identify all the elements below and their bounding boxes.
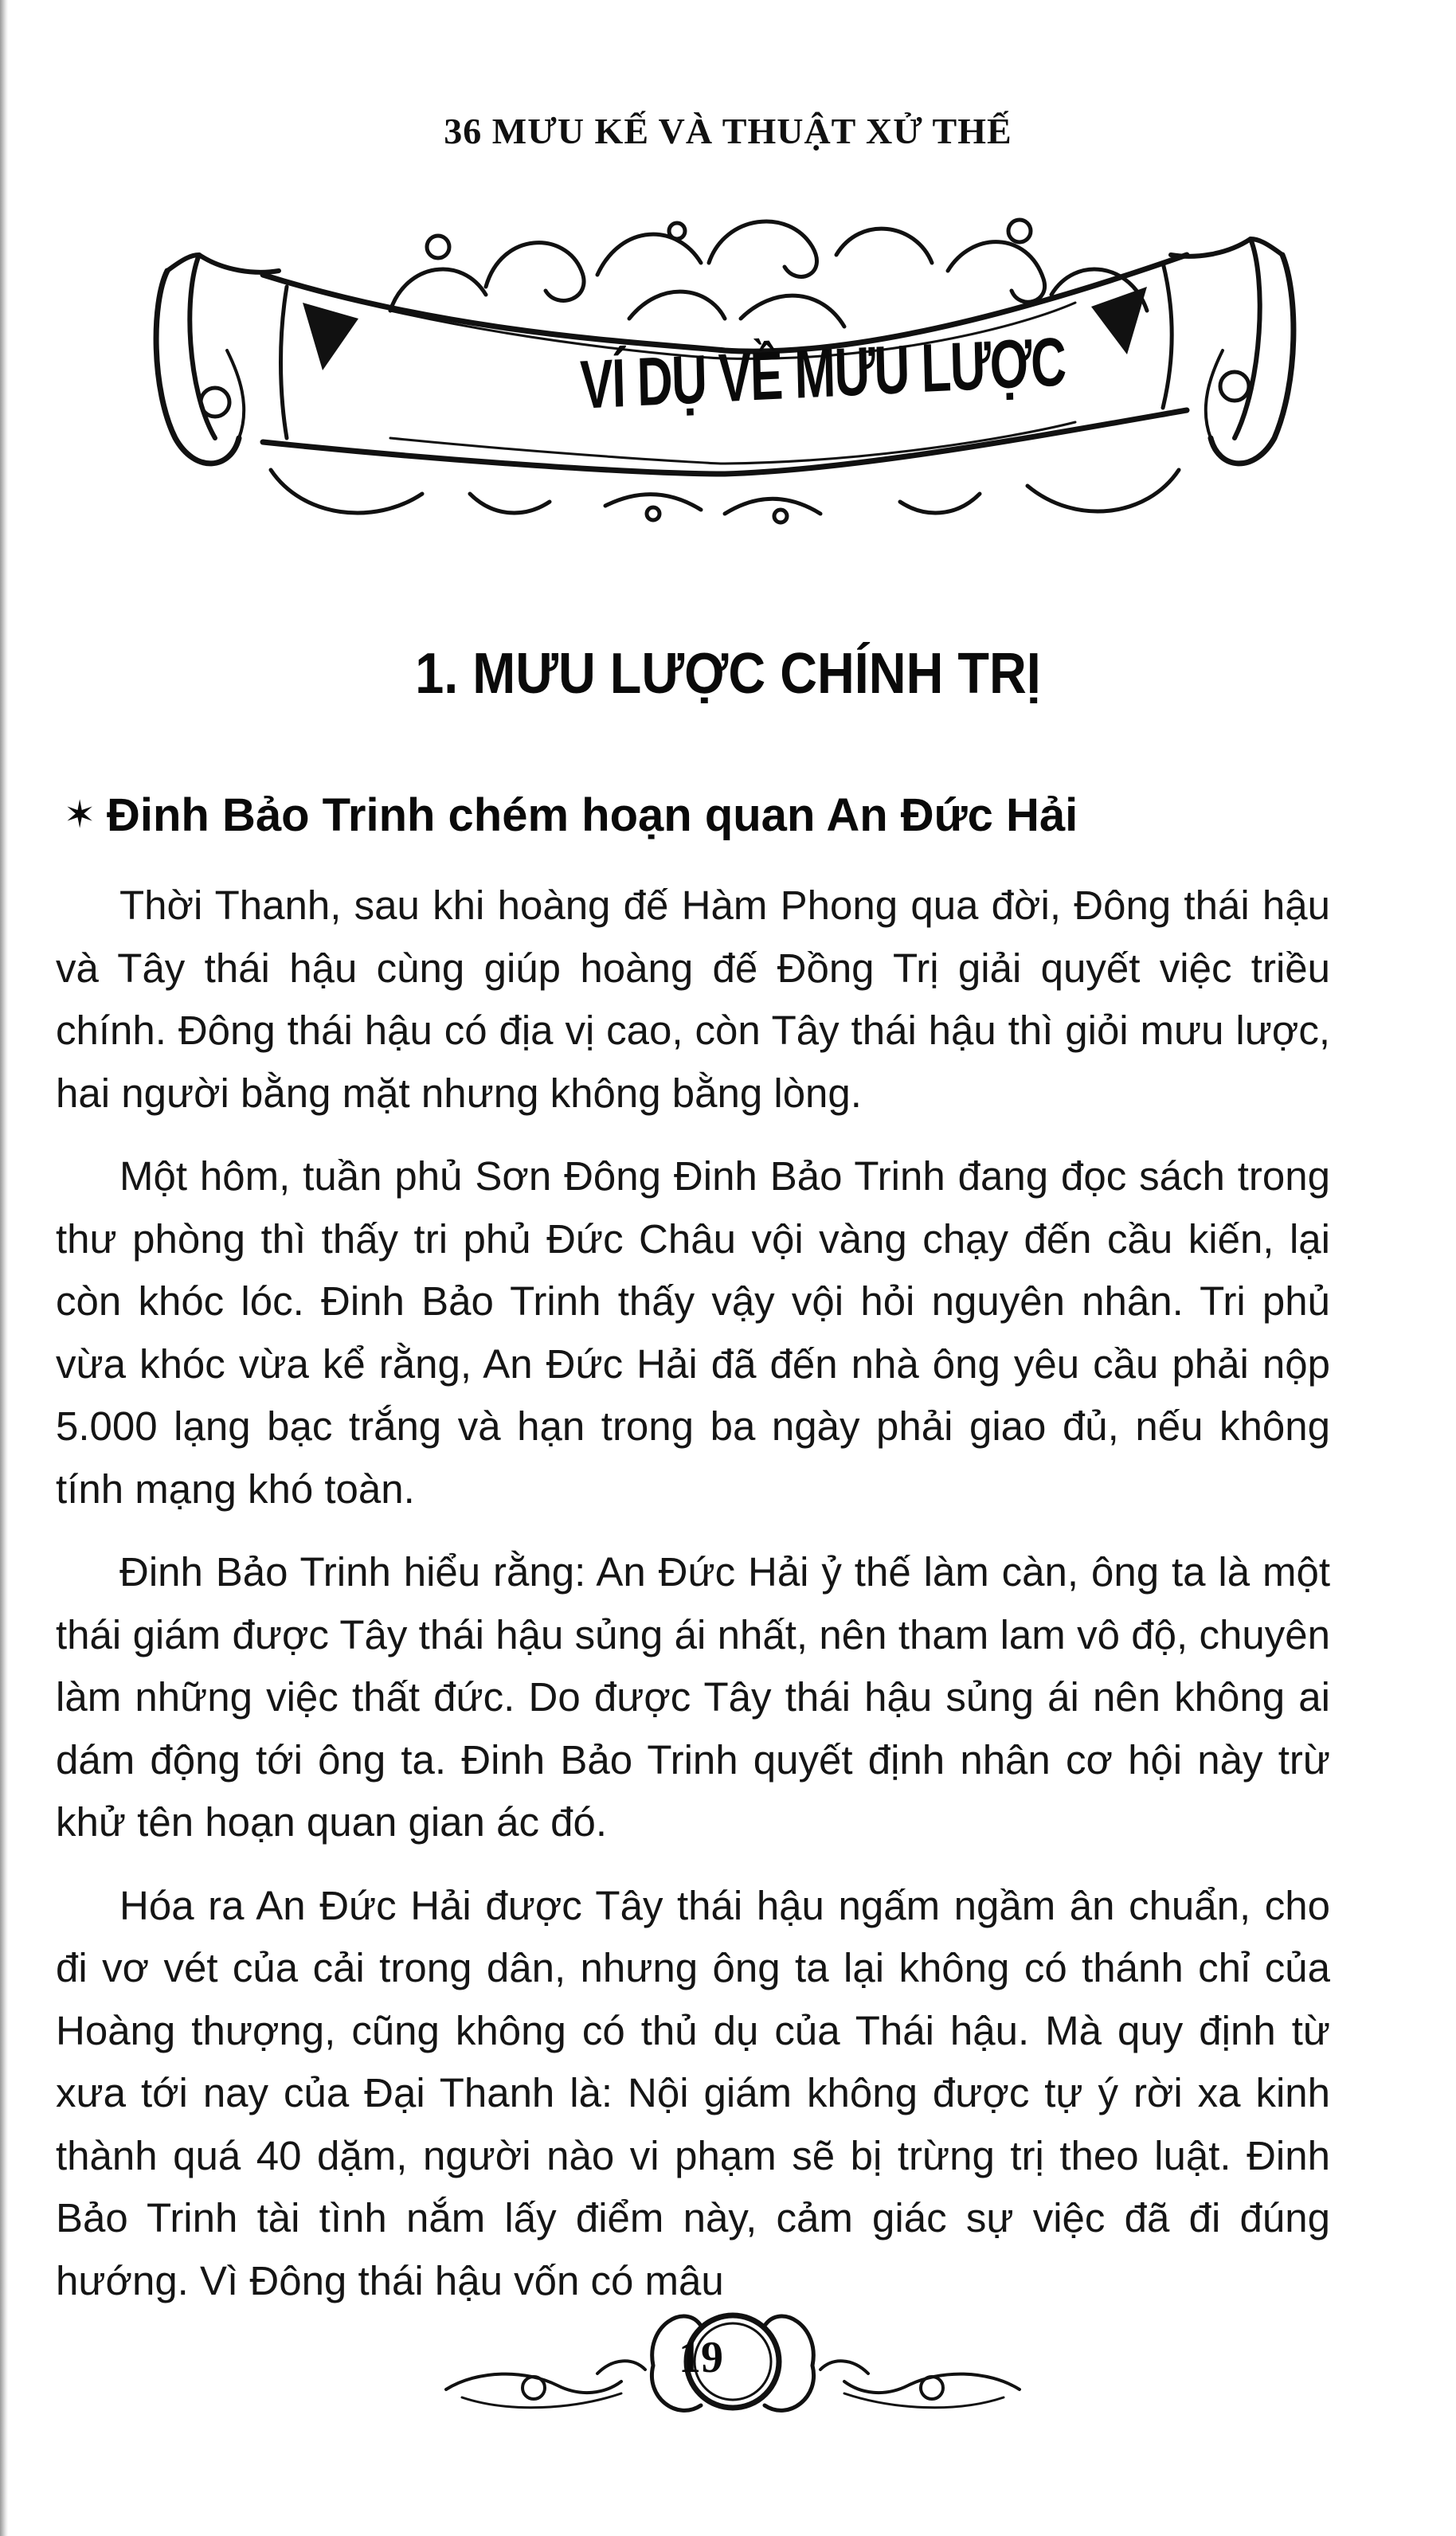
running-header: 36 MƯU KẾ VÀ THUẬT XỬ THẾ [444,111,1012,151]
story-subheading [64,789,1386,842]
page-binding-edge [0,0,8,2536]
star-bullet-icon: ✶ [64,794,96,836]
paragraph: Hóa ra An Đức Hải được Tây thái hậu ngấm ngầm ân chuẩn, cho đi vơ vét của cải trong dân, nhưng ông ta lại không có thánh chỉ của Hoàng thượng, cũng không có thủ dụ của Thái hậu. Mà quy định từ xưa tới nay của Đại Thanh là: Nội giám không được tự ý rời xa kinh thành quá 40 dặm, người nào vi phạm sẽ bị trừng trị theo luật. Đinh Bảo Trinh tài tình nắm lấy điểm này, cảm giác sự việc đã đi đúng hướng. Vì Đông thái hậu vốn có mâu [56,1882,1330,2303]
body-text [56,875,1330,2333]
paragraph: Một hôm, tuần phủ Sơn Đông Đinh Bảo Trinh đang đọc sách trong thư phòng thì thấy tri phủ Đức Châu vội vàng chạy đến cầu kiến, lại còn khóc lóc. Đinh Bảo Trinh thấy vậy vội hỏi nguyên nhân. Tri phủ vừa khóc vừa kể rằng, An Đức Hải đã đến nhà ông yêu cầu phải nộp 5.000 lạng bạc trắng và hạn trong ba ngày phải giao đủ, nếu không tính mạng khó toàn. [56,1153,1330,1512]
paragraph: Thời Thanh, sau khi hoàng đế Hàm Phong qua đời, Đông thái hậu và Tây thái hậu cùng giúp hoàng đế Đồng Trị giải quyết việc triều chính. Đông thái hậu có địa vị cao, còn Tây thái hậu thì giỏi mưu lược, hai người bằng mặt nhưng không bằng lòng. [56,883,1330,1116]
page-number: 19 [679,2333,723,2382]
subheading-text: Đinh Bảo Trinh chém hoạn quan An Đức Hải [107,789,1078,841]
banner-title: VÍ DỤ VỀ MƯU LƯỢC [579,323,1067,424]
section-heading: 1. MƯU LƯỢC CHÍNH TRỊ [415,642,1041,706]
ribbon-banner [151,199,1298,534]
paragraph: Đinh Bảo Trinh hiểu rằng: An Đức Hải ỷ thế làm càn, ông ta là một thái giám được Tây thái hậu sủng ái nhất, nên tham lam vô độ, chuyên làm những việc thất đức. Do được Tây thái hậu sủng ái nên không ai dám động tới ông ta. Đinh Bảo Trinh quyết định nhân cơ hội này trừ khử tên hoạn quan gian ác đó. [56,1549,1330,1845]
